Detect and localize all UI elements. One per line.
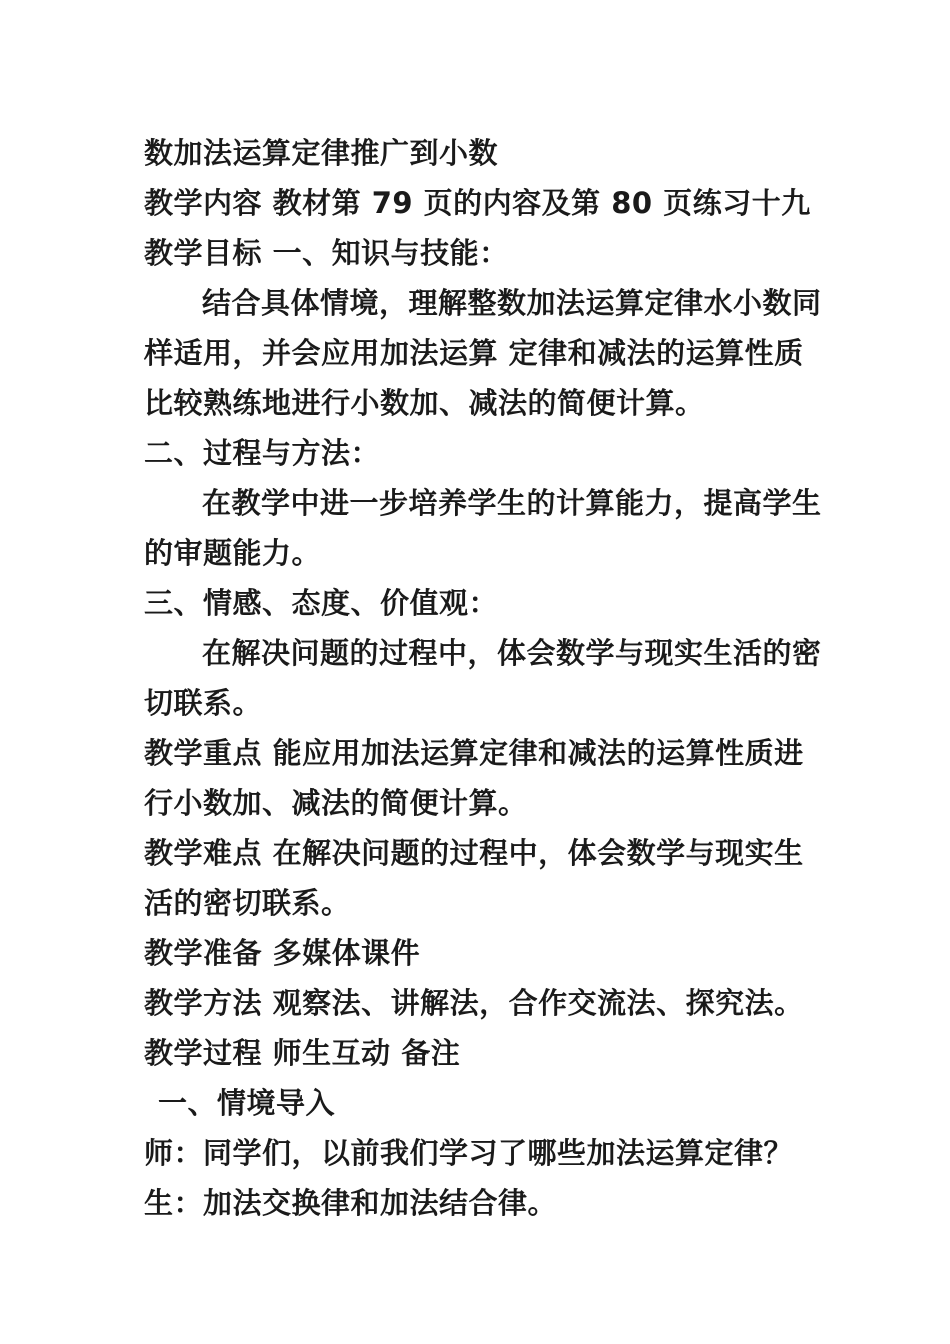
process-line: 教学过程 师生互动 备注 [144, 1036, 461, 1070]
title-line: 数加法运算定律推广到小数 [144, 136, 499, 170]
objective-line: 教学目标 一、知识与技能： [144, 236, 509, 270]
preparation-line: 教学准备 多媒体课件 [144, 936, 421, 970]
method-line: 教学方法 观察法、讲解法，合作交流法、探究法。 [144, 986, 804, 1020]
paragraph-line: 的审题能力。 [144, 536, 322, 570]
paragraph-line: 结合具体情境，理解整数加法运算定律水小数同 [202, 286, 822, 320]
dialogue-line: 师：同学们，以前我们学习了哪些加法运算定律？ [144, 1136, 794, 1170]
paragraph-line: 比较熟练地进行小数加、减法的简便计算。 [144, 386, 705, 420]
dialogue-line: 生：加法交换律和加法结合律。 [144, 1186, 558, 1220]
section-heading: 一、情境导入 [158, 1086, 336, 1120]
content-line: 教学内容 教材第 79 页的内容及第 80 页练习十九 [144, 186, 811, 220]
paragraph-line: 活的密切联系。 [144, 886, 351, 920]
key-point-line: 教学重点 能应用加法运算定律和减法的运算性质进 [144, 736, 804, 770]
paragraph-line: 在解决问题的过程中，体会数学与现实生活的密 [202, 636, 822, 670]
paragraph-line: 样适用，并会应用加法运算 定律和减法的运算性质 [144, 336, 804, 370]
section-heading: 二、过程与方法： [144, 436, 381, 470]
document-body [144, 128, 822, 1228]
paragraph-line: 在教学中进一步培养学生的计算能力，提高学生 [202, 486, 822, 520]
difficulty-line: 教学难点 在解决问题的过程中，体会数学与现实生 [144, 836, 804, 870]
paragraph-line: 行小数加、减法的简便计算。 [144, 786, 528, 820]
paragraph-line: 切联系。 [144, 686, 263, 720]
section-heading: 三、情感、态度、价值观： [144, 586, 499, 620]
